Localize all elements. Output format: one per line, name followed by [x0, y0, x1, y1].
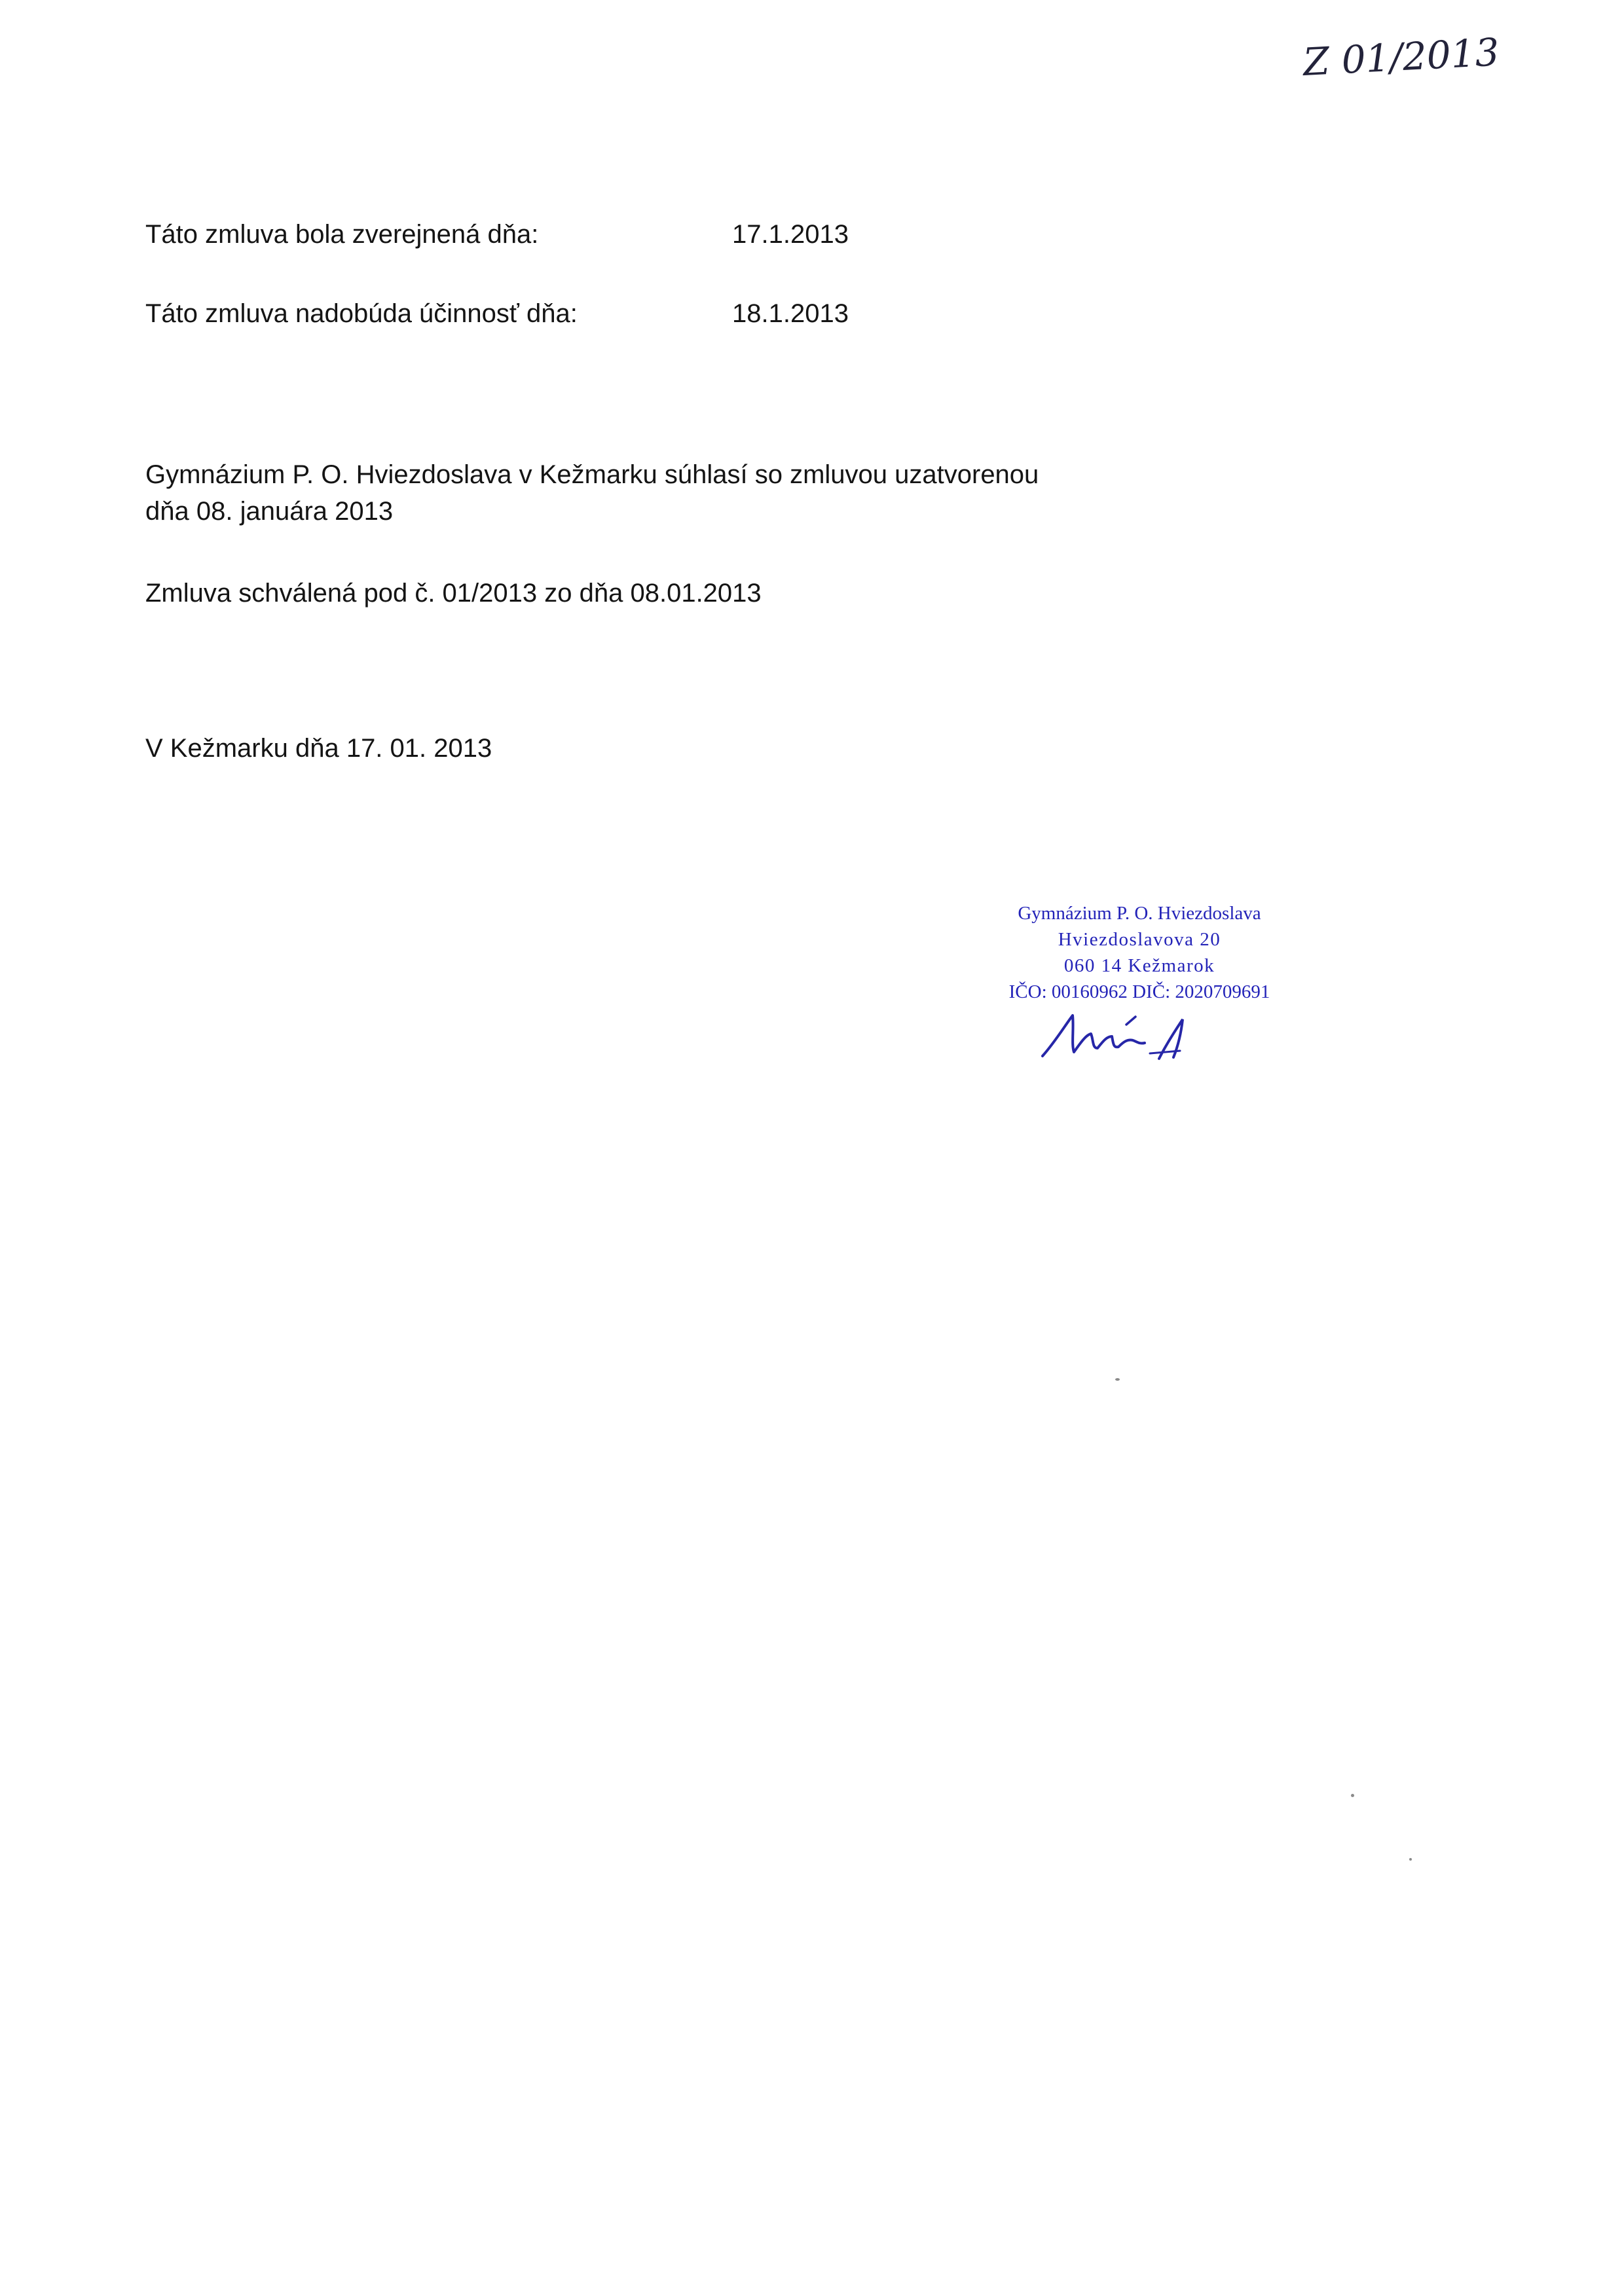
published-date: 17.1.2013: [732, 220, 849, 249]
place-and-date: V Kežmarku dňa 17. 01. 2013: [145, 734, 492, 763]
scan-speck: [1115, 1378, 1120, 1381]
stamp-street: Hviezdoslavova 20: [1058, 929, 1221, 950]
stamp-school-name: Gymnázium P. O. Hviezdoslava: [1018, 903, 1261, 924]
approval-line: Zmluva schválená pod č. 01/2013 zo dňa 08.01.2013: [145, 579, 762, 608]
published-label: Táto zmluva bola zverejnená dňa:: [145, 220, 539, 249]
stamp-ids: IČO: 00160962 DIČ: 2020709691: [1008, 981, 1270, 1002]
scan-speck: [1409, 1858, 1412, 1861]
stamp-city: 060 14 Kežmarok: [1063, 955, 1215, 976]
consent-paragraph-line-1: Gymnázium P. O. Hviezdoslava v Kežmarku súhlasí so zmluvou uzatvorenou: [145, 460, 1039, 489]
handwritten-signature: [1035, 1005, 1205, 1064]
effective-date: 18.1.2013: [732, 299, 849, 328]
effective-label: Táto zmluva nadobúda účinnosť dňa:: [145, 299, 578, 328]
scan-speck: [1351, 1794, 1354, 1797]
consent-paragraph-line-2: dňa 08. januára 2013: [145, 497, 394, 526]
handwritten-registration-mark: Z 01/2013: [1302, 29, 1501, 84]
